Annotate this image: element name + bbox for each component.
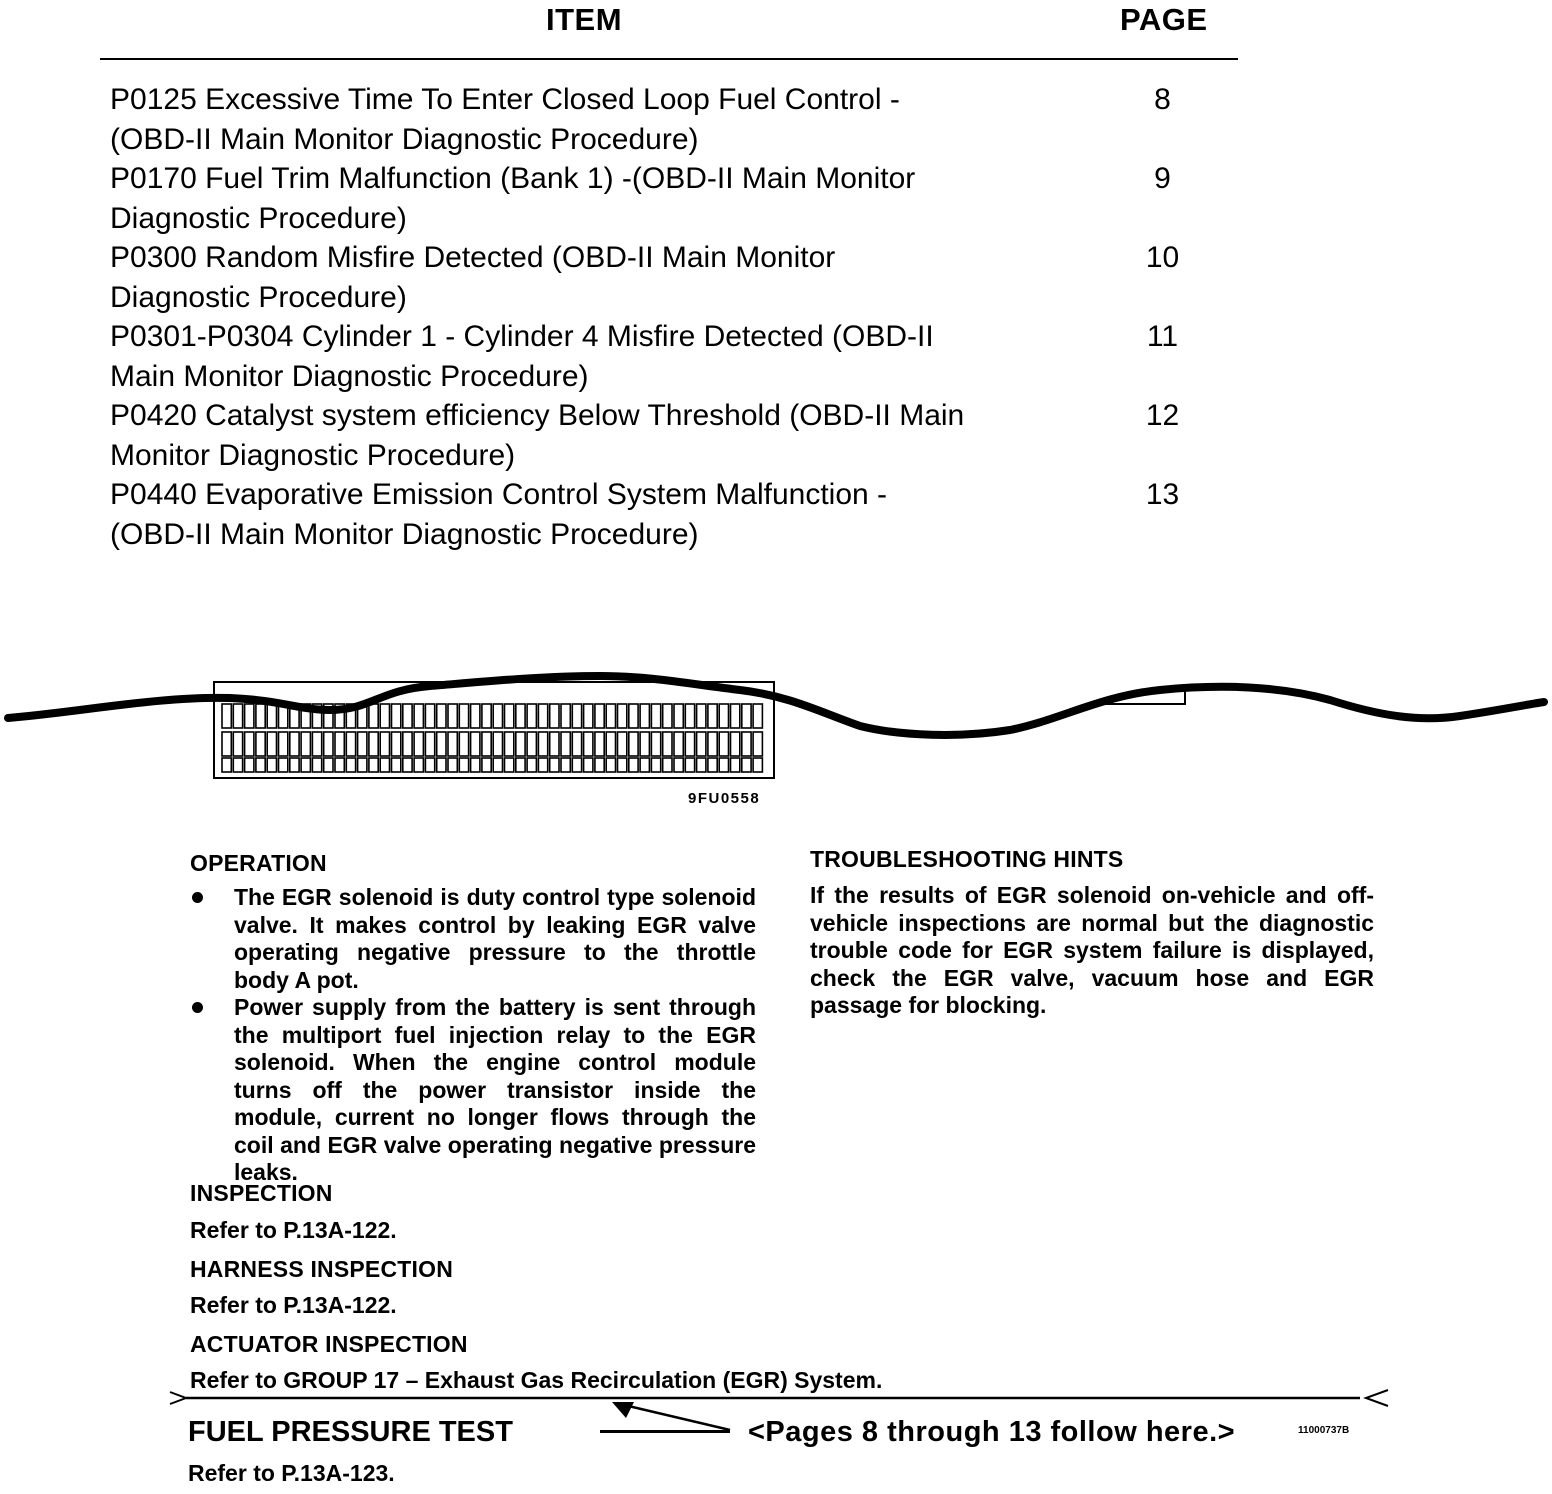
- index-entry: [110, 396, 1210, 475]
- entry-page-number: 8: [1154, 83, 1171, 116]
- operation-bullets: [190, 884, 756, 1187]
- harness-inspection-heading: HARNESS INSPECTION: [190, 1256, 454, 1282]
- page-column-header: PAGE: [1120, 2, 1208, 37]
- index-entry-list: [110, 80, 1210, 554]
- actuator-inspection-heading: ACTUATOR INSPECTION: [190, 1331, 468, 1357]
- harness-inspection-text: Refer to P.13A-122.: [190, 1292, 397, 1318]
- connector-diagram: [0, 660, 1552, 790]
- pointer-arrow-line: [620, 1404, 730, 1430]
- pointer-tail-line: [600, 1430, 730, 1433]
- entry-page-number: 10: [1145, 241, 1180, 274]
- entry-line-2: Diagnostic Procedure): [110, 201, 407, 235]
- figure-code: 9FU0558: [688, 790, 761, 807]
- entry-line-1: P0170 Fuel Trim Malfunction (Bank 1) -(OBD-II Main Monitor: [110, 162, 916, 195]
- fuel-pressure-test-text: Refer to P.13A-123.: [188, 1460, 395, 1486]
- left-marker-icon: [170, 1392, 186, 1404]
- index-entry: [110, 80, 1210, 159]
- operation-bullet-text: Power supply from the battery is sent through the multiport fuel injection relay to the EGR solenoid. When the engine control module turns off the power transistor inside the module, current no longer flows through the coil and EGR valve operating negative pressure leaks.: [234, 994, 756, 1185]
- entry-line-2: (OBD-II Main Monitor Diagnostic Procedure): [110, 517, 699, 551]
- entry-line-2: Main Monitor Diagnostic Procedure): [110, 359, 589, 393]
- troubleshooting-heading: TROUBLESHOOTING HINTS: [810, 846, 1124, 872]
- entry-line-1: P0440 Evaporative Emission Control System Malfunction -: [110, 478, 888, 511]
- entry-line-2: Diagnostic Procedure): [110, 280, 407, 314]
- entry-line-1: P0301-P0304 Cylinder 1 - Cylinder 4 Misfire Detected (OBD-II: [110, 320, 934, 353]
- inspection-heading: INSPECTION: [190, 1180, 333, 1206]
- operation-bullet-text: The EGR solenoid is duty control type solenoid valve. It makes control by leaking EGR valve operating negative pressure to the throttle body A pot.: [234, 884, 756, 993]
- item-column-header: ITEM: [546, 2, 623, 37]
- entry-line-1: P0125 Excessive Time To Enter Closed Loop Fuel Control -: [110, 83, 900, 116]
- entry-line-1: P0300 Random Misfire Detected (OBD-II Main Monitor: [110, 241, 836, 274]
- insert-note: <Pages 8 through 13 follow here.>: [748, 1416, 1236, 1448]
- entry-page-number: 13: [1145, 478, 1180, 511]
- inspection-text: Refer to P.13A-122.: [190, 1217, 397, 1243]
- troubleshooting-text: If the results of EGR solenoid on-vehicle and off-vehicle inspections are normal but the diagnostic trouble code for EGR system failure is displayed, check the EGR valve, vacuum hose and EGR passage for blocking.: [810, 882, 1374, 1018]
- entry-page-number: 12: [1145, 399, 1180, 432]
- index-entry: [110, 475, 1210, 554]
- entry-line-1: P0420 Catalyst system efficiency Below Threshold (OBD-II Main: [110, 399, 965, 432]
- operation-bullet: [190, 994, 756, 1187]
- operation-bullet: [190, 884, 756, 994]
- header-rule: [100, 58, 1238, 60]
- actuator-inspection-text: Refer to GROUP 17 – Exhaust Gas Recirculation (EGR) System.: [190, 1367, 883, 1393]
- entry-line-2: Monitor Diagnostic Procedure): [110, 438, 516, 472]
- entry-line-2: (OBD-II Main Monitor Diagnostic Procedure): [110, 122, 699, 156]
- right-marker-icon: [1366, 1390, 1388, 1406]
- bullet-icon: [192, 892, 203, 903]
- index-entry: [110, 238, 1210, 317]
- entry-page-number: 11: [1146, 320, 1179, 353]
- fuel-pressure-test-heading: FUEL PRESSURE TEST: [188, 1416, 513, 1448]
- document-stamp: 11000737B: [1298, 1425, 1350, 1436]
- index-entry: [110, 317, 1210, 396]
- operation-heading: OPERATION: [190, 850, 327, 876]
- index-entry: [110, 159, 1210, 238]
- entry-page-number: 9: [1154, 162, 1171, 195]
- bullet-icon: [192, 1002, 203, 1013]
- pointer-arrowhead-icon: [612, 1402, 634, 1418]
